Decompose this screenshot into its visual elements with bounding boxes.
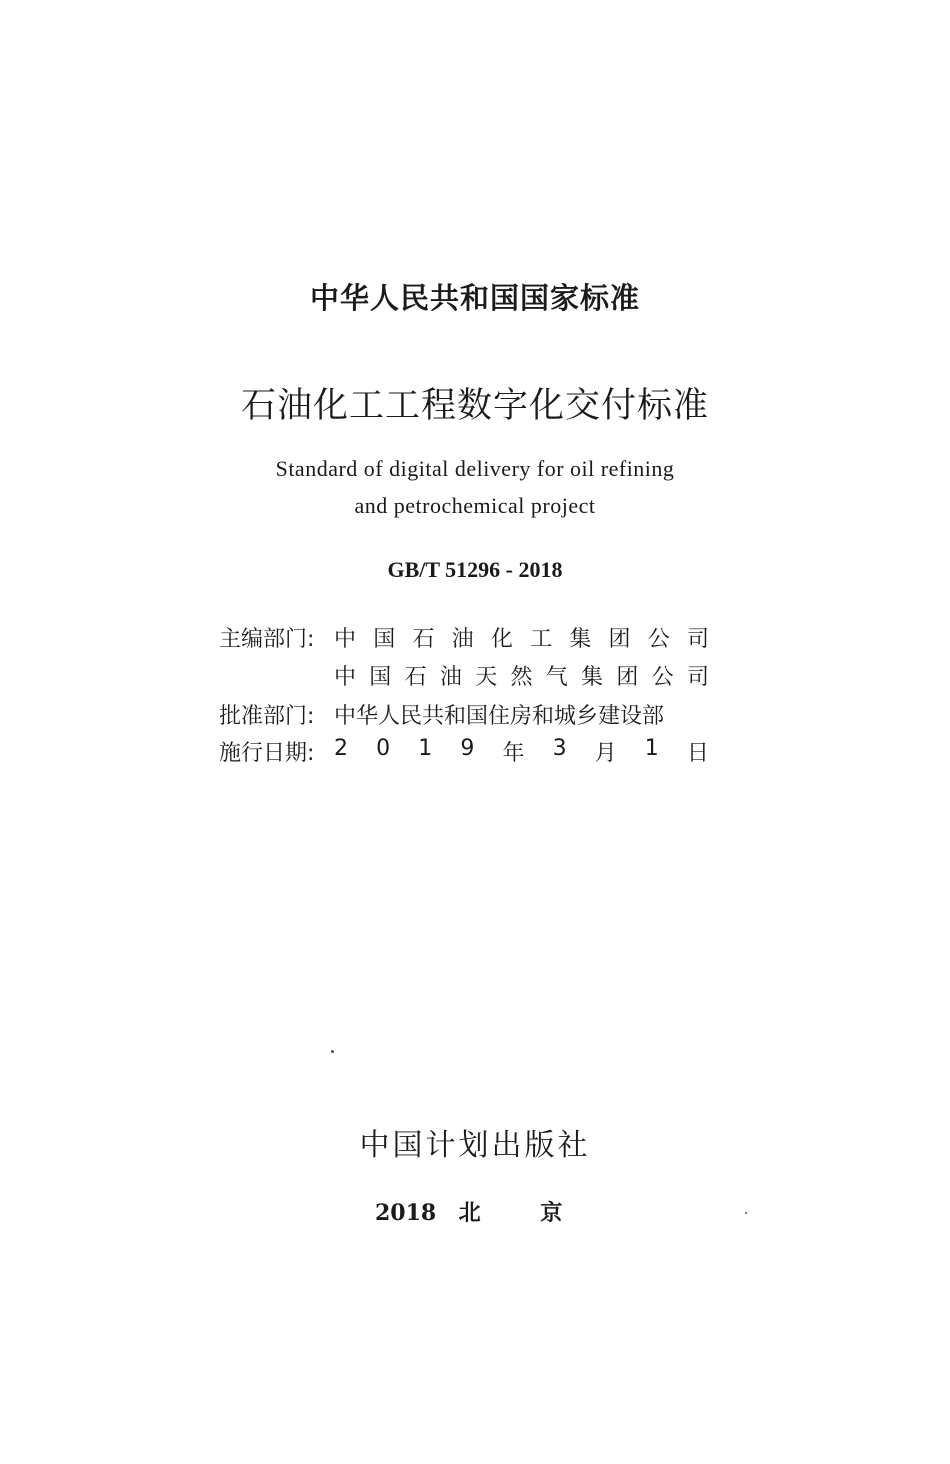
effective-date-char: 3 [552, 735, 567, 761]
chief-editor-1-char: 化 [490, 626, 513, 652]
chief-editor-value-1 [334, 622, 709, 653]
chief-editor-2-char: 中 [334, 664, 357, 690]
chief-editor-1-char: 司 [686, 626, 709, 652]
chief-editor-1-char: 公 [647, 626, 670, 652]
chief-editor-2-char: 司 [686, 664, 709, 690]
effective-date-row [219, 734, 709, 768]
standard-title-chinese: 石油化工工程数字化交付标准 [240, 386, 709, 426]
imprint-city-2: 京 [540, 1200, 563, 1226]
scan-speck [745, 1212, 747, 1214]
chief-editor-2-char: 石 [404, 664, 427, 690]
chief-editor-label: 主编部门: [219, 626, 315, 652]
scan-speck [331, 1050, 334, 1053]
imprint [375, 1196, 562, 1227]
publisher: 中国计划出版社 [359, 1128, 591, 1163]
chief-editor-2-char: 油 [439, 664, 462, 690]
effective-date-char: 1 [644, 735, 659, 761]
chief-editor-2-char: 国 [369, 664, 392, 690]
effective-date-char: 2 [334, 735, 348, 761]
chief-editor-1-char: 工 [530, 626, 553, 652]
chief-editor-value-2 [334, 660, 709, 691]
chief-editor-row-1 [219, 620, 709, 654]
chief-editor-row-2 [219, 658, 709, 692]
effective-date-char: 9 [460, 735, 475, 761]
approval-label: 批准部门: [219, 703, 315, 729]
chief-editor-2-char: 团 [616, 664, 639, 690]
chief-editor-1-char: 石 [412, 626, 435, 652]
approval-value: 中华人民共和国住房和城乡建设部 [334, 703, 665, 729]
chief-editor-1-char: 油 [451, 626, 474, 652]
standard-title-english-line-1: Standard of digital delivery for oil refining [275, 456, 675, 481]
chief-editor-1-char: 集 [569, 626, 592, 652]
imprint-year: 2018 [375, 1200, 437, 1226]
standard-code: GB/T 51296 - 2018 [387, 557, 563, 582]
imprint-city-1: 北 [458, 1200, 481, 1226]
effective-date-value [334, 736, 709, 767]
effective-date-char: 0 [376, 735, 391, 761]
effective-date-char: 月 [594, 740, 617, 766]
chief-editor-2-char: 集 [581, 664, 604, 690]
chief-editor-1-char: 国 [373, 626, 396, 652]
chief-editor-1-char: 团 [608, 626, 631, 652]
standard-title-english-line-2: and petrochemical project [354, 493, 596, 518]
series-title: 中华人民共和国国家标准 [309, 281, 640, 315]
effective-date-label: 施行日期: [219, 740, 315, 766]
chief-editor-2-char: 然 [510, 664, 533, 690]
chief-editor-1-char: 中 [334, 626, 357, 652]
effective-date-char: 1 [418, 735, 433, 761]
chief-editor-2-char: 天 [475, 664, 498, 690]
effective-date-char: 日 [686, 740, 709, 766]
approval-row [219, 697, 709, 731]
effective-date-char: 年 [502, 740, 525, 766]
chief-editor-2-char: 公 [651, 664, 674, 690]
chief-editor-2-char: 气 [545, 664, 568, 690]
